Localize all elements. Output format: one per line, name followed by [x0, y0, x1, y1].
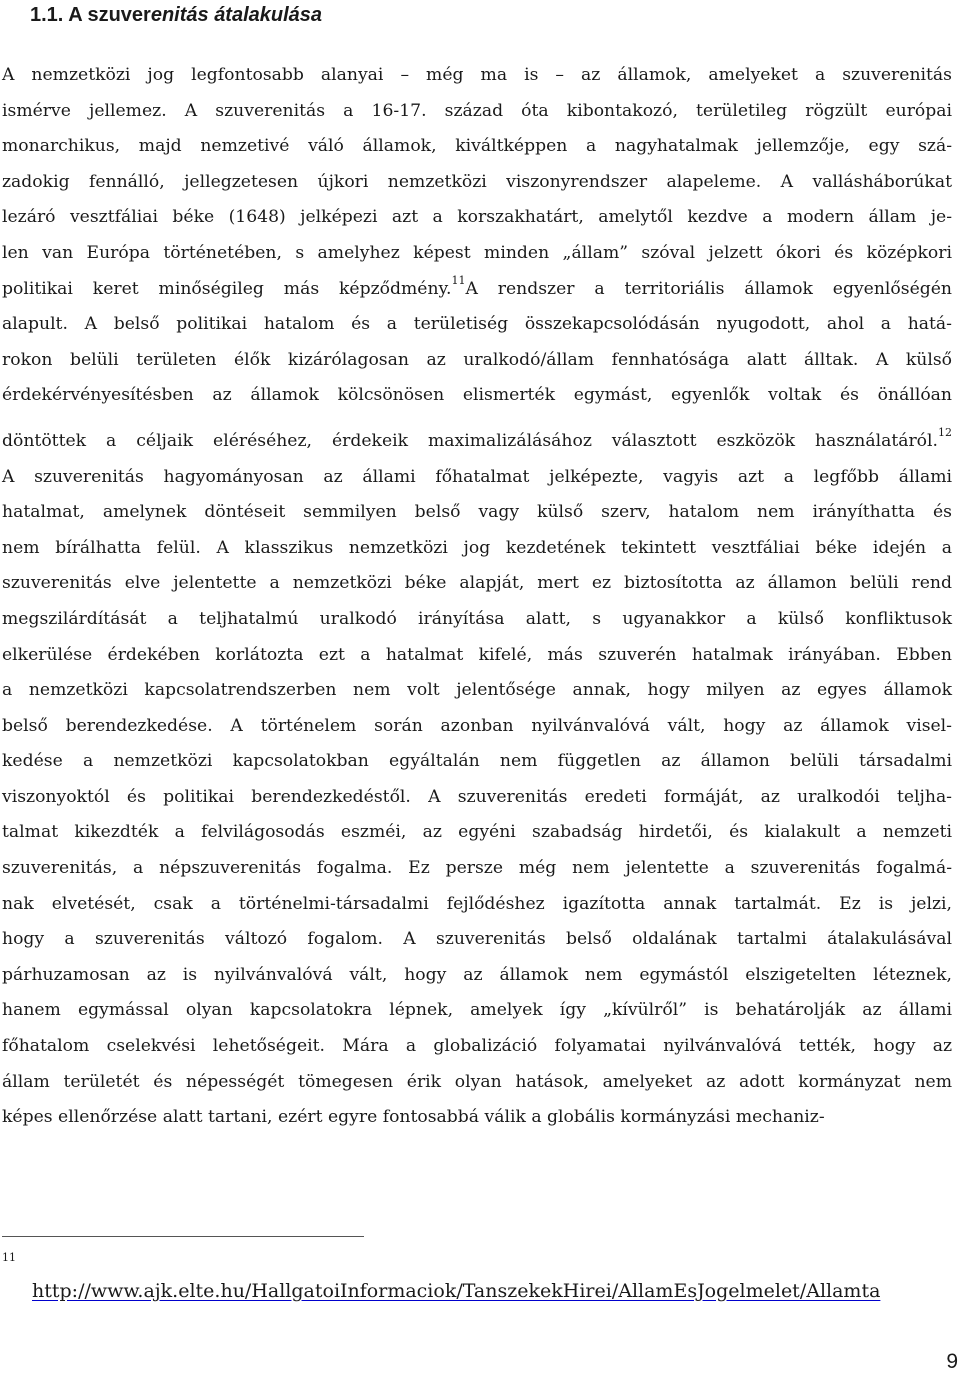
section-title-part: A szuver — [68, 4, 151, 26]
text-line: a nemzetközi kapcsolatrendszerben nem volt jelentősége annak, hogy milyen az egyes államok — [2, 680, 952, 701]
text-line: képes ellenőrzése alatt tartani, ezért egyre fontosabbá válik a globális kormányzási mechaniz- — [2, 1107, 825, 1128]
text-line: szuverenitás elve jelentette a nemzetközi béke alapját, mert ez biztosította az államon belüli rend — [2, 573, 952, 594]
text-line: állam területét és népességét tömegesen érik olyan hatások, amelyeket az adott kormányzat nem — [2, 1071, 952, 1092]
text-line: talmat kikezdték a felvilágosodás eszméi, az egyéni szabadság hirdetői, és kialakult a nemzeti — [2, 822, 952, 843]
text-segment: döntöttek a céljaik eléréséhez, érdekeik maximalizálásához választott eszközök használatáról. — [2, 430, 938, 451]
footnote-ref-11[interactable]: 11 — [451, 273, 466, 287]
text-line: nem bírálhatta felül. A klasszikus nemzetközi jog kezdetének tekintett vesztfáliai béke idején a — [2, 537, 952, 558]
text-line — [2, 424, 952, 460]
text-line: megszilárdítását a teljhatalmú uralkodó irányítása alatt, s ugyanakkor a külső konfliktusok — [2, 608, 952, 629]
text-line: hogy a szuverenitás változó fogalom. A szuverenitás belső oldalának tartalmi átalakulásával — [2, 929, 952, 950]
text-line: hatalmat, amelynek döntéseit semmilyen belső vagy külső szerv, hatalom nem irányíthatta és — [2, 502, 952, 523]
text-line: elkerülése érdekében korlátozta ezt a hatalmat kifelé, más szuverén hatalmak irányában. Ebben — [2, 644, 952, 665]
text-line: belső berendezkedése. A történelem során azonban nyilvánvalóvá vált, hogy az államok visel- — [2, 715, 952, 736]
page-number: 9 — [946, 1350, 958, 1373]
text-line: viszonyoktól és politikai berendezkedéstől. A szuverenitás eredeti formáját, az uralkodói teljha- — [2, 786, 952, 807]
text-line: hanem egymással olyan kapcsolatokra lépnek, amelyek így „kívülről” is behatárolják az állami — [2, 1000, 952, 1021]
footnote-link[interactable]: http://www.ajk.elte.hu/HallgatoiInformaciok/TanszekekHirei/AllamEsJogelmelet/Allamta — [32, 1280, 881, 1302]
text-line: főhatalom cselekvési lehetőségeit. Mára a globalizáció folyamatai nyilvánvalóvá tették, hogy az — [2, 1036, 952, 1057]
footnote-ref-12[interactable]: 12 — [938, 425, 952, 439]
text-line: lezáró vesztfáliai béke (1648) jelképezi azt a korszakhatárt, amelytől kezdve a modern állam je- — [2, 207, 952, 228]
text-segment: A rendszer a territoriális államok egyenlőségén — [465, 278, 952, 299]
text-line: A nemzetközi jog legfontosabb alanyai – még ma is – az államok, amelyeket a szuverenitás — [2, 65, 952, 85]
text-line: monarchikus, majd nemzetivé váló államok, kiváltképpen a nagyhatalmak jellemzője, egy szá- — [2, 136, 952, 157]
text-segment: politikai keret minőségileg más képződmény. — [2, 278, 452, 299]
text-line: szuverenitás, a népszuverenitás fogalma. Ez persze még nem jelentette a szuverenitás fogalmá- — [2, 858, 952, 879]
text-line: nak elvetését, csak a történelmi-társadalmi fejlődéshez igazította annak tartalmát. Ez is jelzi, — [2, 893, 952, 914]
text-line: érdekérvényesítésben az államok kölcsönösen elismerték egymást, egyenlők voltak és önállóan — [2, 385, 952, 406]
text-line: zadokig fennálló, jellegzetesen újkori nemzetközi viszonyrendszer alapeleme. A vallásháborúkat — [2, 171, 952, 192]
text-line: párhuzamosan az is nyilvánvalóvá vált, hogy az államok nem egymástól elszigetelten léteznek, — [2, 964, 952, 985]
text-line: alapult. A belső politikai hatalom és a területiség összekapcsolódásán nyugodott, ahol a hatá- — [2, 314, 952, 335]
footnote-divider — [2, 1236, 364, 1237]
section-number: 1.1. — [30, 4, 64, 26]
text-line: rokon belüli területen élők kizárólagosan az uralkodó/állam fennhatósága alatt álltak. A külső — [2, 349, 952, 370]
text-line — [2, 272, 952, 308]
section-title-italic-part: enitás átalakulása — [150, 4, 323, 26]
footnote-mark: 11 — [2, 1251, 16, 1264]
text-line: kedése a nemzetközi kapcsolatokban egyáltalán nem független az államon belüli társadalmi — [2, 751, 952, 772]
text-line: A szuverenitás hagyományosan az állami főhatalmat jelképezte, vagyis azt a legfőbb állami — [2, 466, 952, 487]
section-heading — [30, 2, 322, 28]
body-text — [2, 58, 952, 1136]
text-line: len van Európa történetében, s amelyhez képest minden „állam” szóval jelzett ókori és középkori — [2, 242, 952, 263]
text-line: ismérve jellemez. A szuverenitás a 16-17. század óta kibontakozó, területileg rögzült európai — [2, 100, 952, 121]
